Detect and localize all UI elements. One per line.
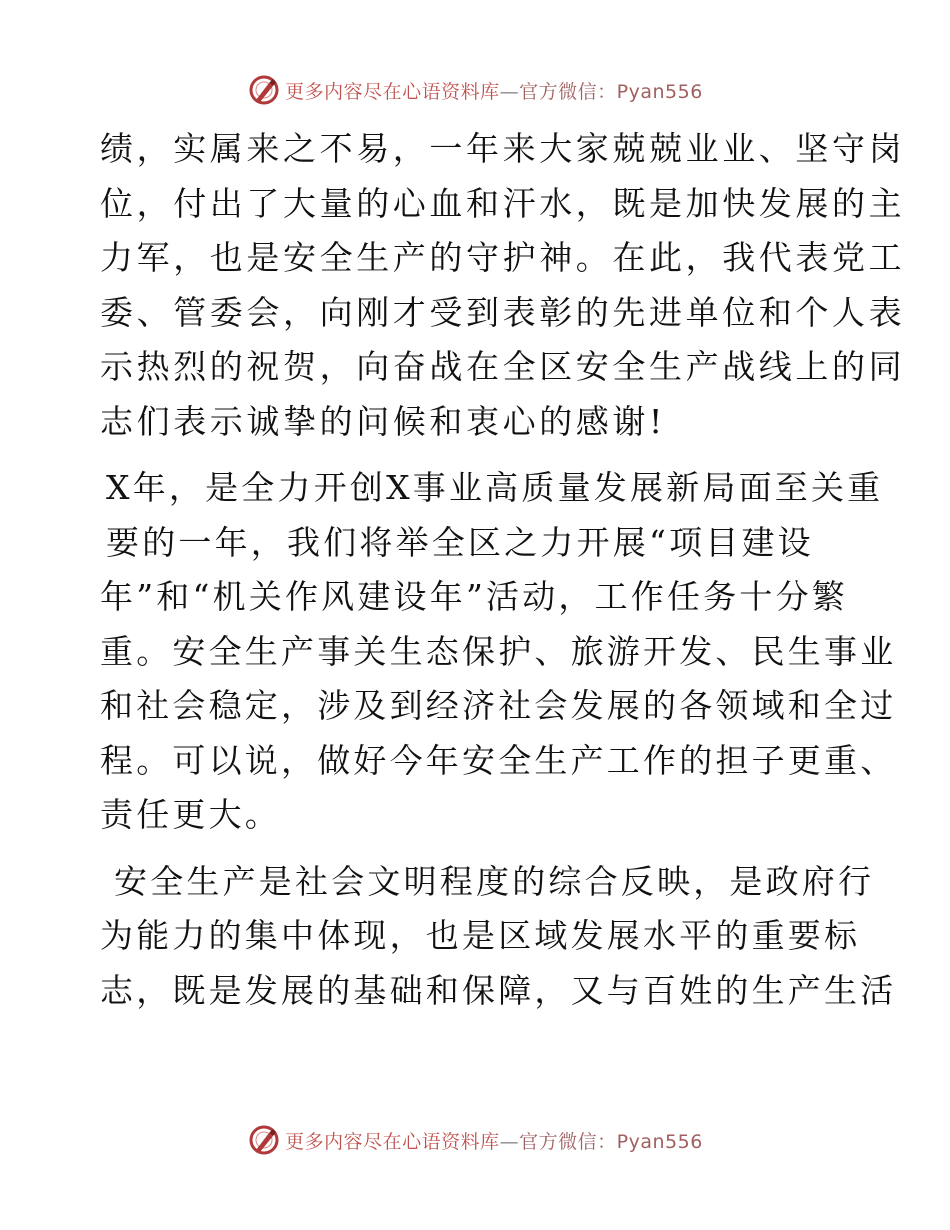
paragraph-line: 重。安全生产事关生态保护、旅游开发、民生事业 — [100, 631, 897, 671]
paragraph-line: X年，是全力开创X事业高质量发展新局面至关重 — [106, 468, 884, 507]
paragraph-line: 和社会稳定，涉及到经济社会发展的各领域和全过 — [100, 686, 897, 725]
paragraph-line: 绩，实属来之不易，一年来大家兢兢业业、坚守岗 — [100, 129, 906, 168]
pen-logo-icon — [247, 73, 281, 107]
paragraph-line: 为能力的集中体现，也是区域发展水平的重要标 — [100, 916, 861, 955]
paragraph-line: 要的一年，我们将举全区之力开展“项目建设 — [106, 522, 814, 562]
paragraph-2 — [100, 461, 897, 843]
footer-banner-wechat: 官方微信：Pyan556 — [519, 1130, 703, 1153]
document-body — [100, 122, 906, 1030]
header-banner-dash: — — [499, 80, 520, 103]
header-banner-text — [285, 77, 703, 104]
paragraph-line: 示热烈的祝贺，向奋战在全区安全生产战线上的同 — [100, 347, 906, 386]
header-banner-wechat: 官方微信：Pyan556 — [519, 80, 703, 103]
paragraph-line: 委、管委会，向刚才受到表彰的先进单位和个人表 — [100, 292, 906, 332]
paragraph-line: 志，既是发展的基础和保障，又与百姓的生产生活 — [100, 970, 897, 1010]
paragraph-3 — [100, 855, 897, 1019]
pen-logo-icon — [247, 1123, 281, 1157]
header-banner-title: 更多内容尽在心语资料库 — [285, 80, 500, 103]
footer-banner-title: 更多内容尽在心语资料库 — [285, 1130, 500, 1153]
footer-banner — [0, 1120, 950, 1160]
footer-banner-dash: — — [499, 1130, 520, 1153]
paragraph-1 — [100, 122, 906, 449]
paragraph-line: 年”和“机关作风建设年”活动，工作任务十分繁 — [100, 577, 849, 616]
paragraph-line: 力军，也是安全生产的守护神。在此，我代表党工 — [100, 238, 906, 277]
paragraph-line: 志们表示诚挚的问候和衷心的感谢! — [100, 401, 666, 441]
footer-banner-text — [285, 1127, 703, 1154]
paragraph-line: 程。可以说，做好今年安全生产工作的担子更重、 — [100, 740, 897, 780]
header-banner — [0, 70, 950, 110]
paragraph-line: 安全生产是社会文明程度的综合反映，是政府行 — [114, 861, 875, 901]
paragraph-line: 位，付出了大量的心血和汗水，既是加快发展的主 — [100, 183, 906, 223]
paragraph-line: 责任更大。 — [100, 795, 281, 834]
